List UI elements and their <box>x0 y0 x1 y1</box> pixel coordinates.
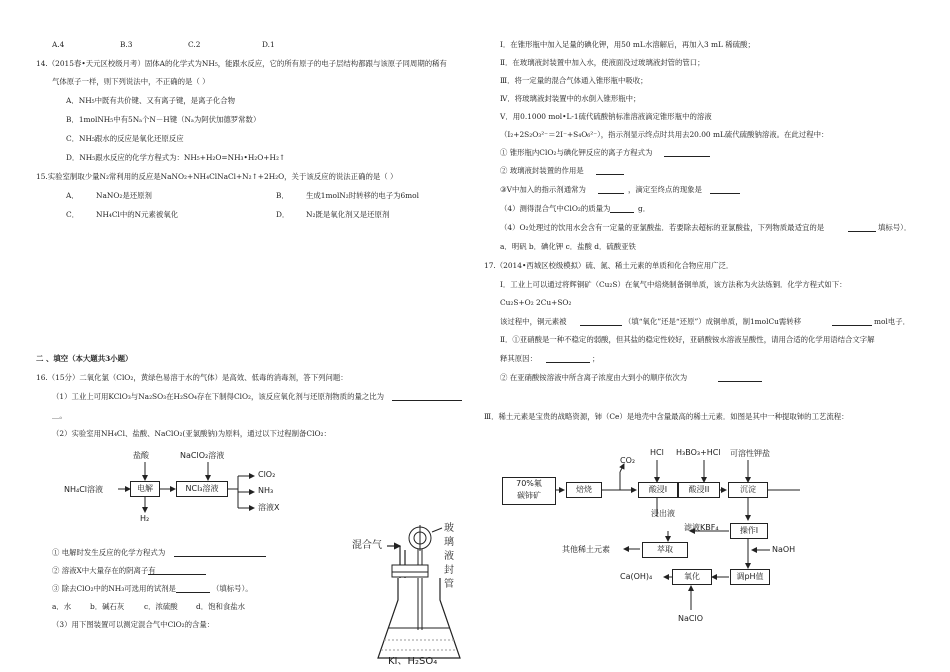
q16-item3-tail: （填标号）。 <box>212 584 253 593</box>
flow2-h3bo3: H₃BO₃+HCl <box>676 448 721 457</box>
flow2-naclo: NaClO <box>678 614 703 623</box>
subq-3b: ，滴定至终点的现象是 <box>628 185 702 194</box>
seal-tube-label-3: 液 <box>444 551 454 562</box>
q16-stem: 16.（15分）二氧化氯（ClO₂，黄绿色易溶于水的气体）是高效、低毒的消毒剂，答下列问题： <box>36 373 348 382</box>
flow1-hcl: 盐酸 <box>133 451 149 460</box>
q15-b-label: B． <box>276 191 289 200</box>
flow2-naoh: NaOH <box>772 545 796 554</box>
q16-item3: ③ 除去ClO₂中的NH₃可选用的试剂是 <box>52 584 176 593</box>
seal-tube-label-4: 封 <box>444 565 454 576</box>
q16-part1-cont: ＿。 <box>52 411 67 420</box>
flow1-electrolysis-box: 电解 <box>130 481 160 497</box>
q17-part2-c: ； <box>592 354 600 363</box>
flow2-oxid-box: 氧化 <box>672 569 712 585</box>
option-d: D.1 <box>262 40 275 49</box>
q16-part1: （1）工业上可用KClO₃与Na₂SO₃在H₂SO₄存在下制得ClO₂，该反应氧化剂与还原剂物质的量之比为 <box>52 392 385 401</box>
flow2-ph-box: 调pH值 <box>730 569 770 585</box>
subq-4-unit: g． <box>638 204 651 213</box>
flow1-naclo2: NaClO₂溶液 <box>180 451 225 460</box>
subq-1: ① 锥形瓶内ClO₂与碘化钾反应的离子方程式为 <box>500 148 653 157</box>
subq-2: ② 玻璃液封装置的作用是 <box>500 166 584 175</box>
step-5: Ⅴ．用0.1000 mol•L-1硫代硫酸钠标准溶液滴定锥形瓶中的溶液 <box>500 112 712 121</box>
q17-eq-text-c: mol电子． <box>874 317 910 326</box>
flow2-acid2-box: 酸浸II <box>678 482 720 498</box>
q14-option-d: D．NH₅跟水反应的化学方程式为：NH₅+H₂O=NH₃•H₂O+H₂↑ <box>66 153 286 162</box>
flow2-ore-line1: 70%氟 <box>516 479 542 488</box>
q17-equation: Cu₂S+O₂ 2Cu+SO₂ <box>500 298 572 307</box>
flow2-ore-box <box>502 477 556 505</box>
flow1-nh3: NH₃ <box>258 486 274 495</box>
subq-4: （4）测得混合气中ClO₂的质量为 <box>500 204 611 213</box>
q17-eq-text-a: 该过程中，铜元素被 <box>500 317 567 326</box>
subq-5: （4）O₂处理过的饮用水会含有一定量的亚氯酸盐．若要除去超标的亚氯酸盐，下列物质最适宜的是 <box>500 223 825 232</box>
section-title: 二 、填空（本大题共3小题） <box>36 354 133 363</box>
step-1: Ⅰ．在锥形瓶中加入足量的碘化钾，用50 mL水溶解后，再加入3 mL 稀硫酸； <box>500 40 755 49</box>
flow2-roast-box: 焙烧 <box>566 482 602 498</box>
step-2: Ⅱ．在玻璃液封装置中加入水，使液面没过玻璃液封管的管口； <box>500 58 705 67</box>
mixed-gas-label: 混合气 <box>352 540 382 551</box>
seal-tube-label-2: 璃 <box>444 537 454 548</box>
q16-item1: ① 电解时发生反应的化学方程式为 <box>52 548 166 557</box>
flow1-h2: H₂ <box>140 514 150 523</box>
q15-stem: 15.实验室制取少量N₂常利用的反应是NaNO₂+NH₄ClNaCl+N₂↑+2H₂O，关于该反应的说法正确的是（ ） <box>36 172 398 181</box>
option-c: C.2 <box>188 40 201 49</box>
flow1-solx: 溶液X <box>258 503 280 512</box>
q16-opt-b: b．碱石灰 <box>90 602 125 611</box>
q14-option-c: C．NH₅跟水的反应是氧化还原反应 <box>66 134 184 143</box>
flow2-acid1-box: 酸浸I <box>638 482 678 498</box>
q16-opt-c: c．浓硫酸 <box>144 602 178 611</box>
q14-option-b: B．1molNH₅中有5Nₐ个N－H键（Nₐ为阿伏加德罗常数） <box>66 115 261 124</box>
flow2-others: 其他稀土元素 <box>562 545 610 554</box>
q15-b: 生成1molN₂时转移的电子为6mol <box>306 191 419 200</box>
flow2-leach: 浸出液 <box>651 509 675 518</box>
q14-stem-cont: 气体原子一样，则下列说法中，不正确的是（ ） <box>52 77 210 86</box>
option-a: A.4 <box>52 40 65 49</box>
q17-part3: Ⅲ．稀土元素是宝贵的战略资源，铈（Ce）是地壳中含量最高的稀土元素．如图是其中一种提取铈的工艺流程： <box>484 412 849 421</box>
flow2-co2: CO₂ <box>620 456 636 465</box>
q15-c: NH₄Cl中的N元素被氧化 <box>96 210 179 219</box>
flow2-op1-box: 操作I <box>730 523 768 539</box>
flow2-precip-box: 沉淀 <box>728 482 768 498</box>
q16-opt-d: d．饱和食盐水 <box>196 602 246 611</box>
seal-tube-label-5: 管 <box>444 579 454 590</box>
q17-part2-b: 释其原因： <box>500 354 537 363</box>
flow1-nh4cl: NH₄Cl溶液 <box>64 485 104 494</box>
flow2-extract-box: 萃取 <box>642 542 688 558</box>
q17-part1: Ⅰ．工业上可以通过将辉铜矿（Cu₂S）在氧气中焙烧制备铜单质，该方法称为火法炼铜．化学方程式如下： <box>500 280 847 289</box>
flow1-ncl3-box: NCl₃溶液 <box>176 481 228 497</box>
flow2-ksalt: 可溶性钾盐 <box>730 449 770 458</box>
flow2-hcl: HCl <box>650 448 664 457</box>
q15-c-label: C． <box>66 210 80 219</box>
subq-3: ③Ⅴ中加入的指示剂通常为 <box>500 185 586 194</box>
step-5-cont: （I₂+2S₂O₃²⁻＝2I⁻+S₄O₆²⁻），指示剂显示终点时共用去20.00 mL硫代硫酸钠溶液。在此过程中： <box>500 130 829 139</box>
q15-d: N₂既是氧化剂又是还原剂 <box>306 210 390 219</box>
q16-item2: ② 溶液X中大量存在的阴离子有 <box>52 566 156 575</box>
flow2-cuoh: Ca(OH)₄ <box>620 572 653 581</box>
q14-stem: 14.（2015春•天元区校级月考）固体A的化学式为NH₅，能跟水反应，它的所有原子的电子层结构都跟与该原子同周期的稀有 <box>36 59 447 68</box>
q17-stem: 17.（2014•西城区校级模拟）硫、氮、稀土元素的单质和化合物应用广泛． <box>484 261 734 270</box>
subq-5-options: a．明矾 b．碘化钾 c．盐酸 d．硫酸亚铁 <box>500 242 636 251</box>
q15-a: NaNO₂是还原剂 <box>96 191 152 200</box>
q17-eq-text-b: （填“氧化”还是“还原”）成铜单质，制1molCu需转移 <box>624 317 802 326</box>
flow2-ore-line2: 碳铈矿 <box>517 491 541 500</box>
step-3: Ⅲ．将一定量的混合气体通入锥形瓶中吸收； <box>500 76 648 85</box>
q16-opt-a: a．水 <box>52 602 72 611</box>
q16-part2: （2）实验室用NH₄Cl、盐酸、NaClO₂(亚氯酸钠)为原料，通过以下过程制备ClO₂： <box>52 429 331 438</box>
q17-part2: Ⅱ．①亚硝酸是一种不稳定的弱酸，但其盐的稳定性较好，亚硝酸铵水溶液呈酸性，请用合适的化学用语结合文字解 <box>500 335 875 344</box>
flow1-clo2: ClO₂ <box>258 470 276 479</box>
q17-part2-2: ② 在亚硝酸铵溶液中所含离子浓度由大到小的顺序依次为 <box>500 373 688 382</box>
step-4: Ⅳ．将玻璃液封装置中的水倒入锥形瓶中； <box>500 94 641 103</box>
flow2-kbf4: 滤液KBF₄ <box>684 523 719 532</box>
flask-reagent-label: KI、H₂SO₄ <box>388 656 438 667</box>
q14-option-a: A．NH₅中既有共价键、又有离子键，是离子化合物 <box>66 96 236 105</box>
q16-part3: （3）用下图装置可以测定混合气中ClO₂的含量： <box>52 620 215 629</box>
seal-tube-label-1: 玻 <box>444 523 454 534</box>
subq-5-tail: 填标号）． <box>878 223 912 232</box>
q15-a-label: A． <box>66 191 79 200</box>
option-b: B.3 <box>120 40 133 49</box>
q15-d-label: D． <box>276 210 290 219</box>
